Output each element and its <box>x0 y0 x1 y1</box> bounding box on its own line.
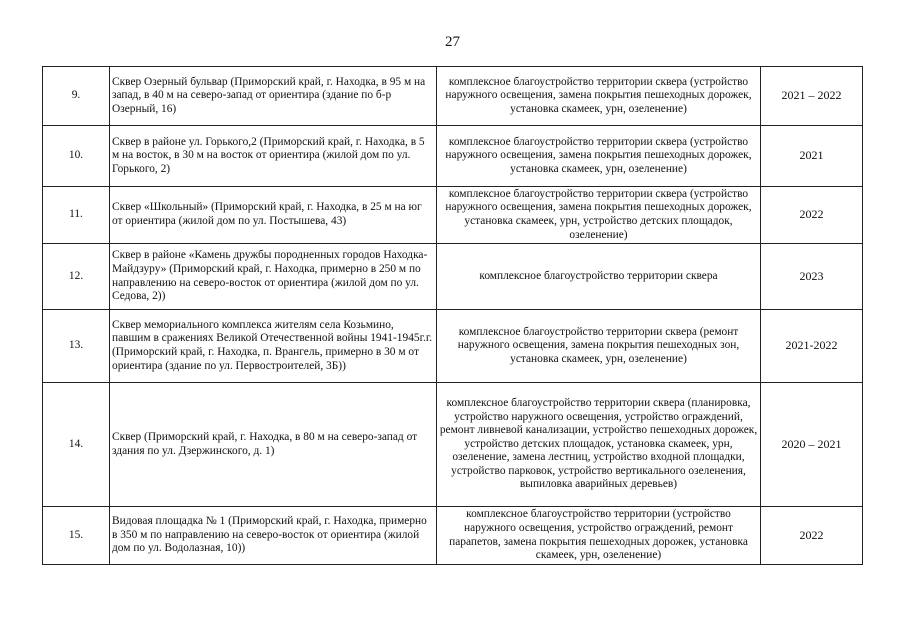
object-name: Сквер Озерный бульвар (Приморский край, г. Находка, в 95 м на запад, в 40 м на северо-запад от ориентира (здание по б-р Озерный, 16) <box>110 67 437 126</box>
row-number: 13. <box>43 310 110 383</box>
implementation-year: 2023 <box>761 244 863 310</box>
implementation-year: 2021 – 2022 <box>761 67 863 126</box>
improvement-table <box>42 66 863 565</box>
row-number: 14. <box>43 383 110 507</box>
table-row <box>43 383 863 507</box>
work-description: комплексное благоустройство территории сквера (планировка, устройство наружного освещения, устройство ограждений, ремонт ливневой канализации, устройство пешеходных дорожек, устройство детских площадок, установка скамеек, урн, озеленение, замена лестниц, устройство входной площадки, устройство парковок, устройство вертикального озеленения, выпиловка аварийных деревьев) <box>437 383 761 507</box>
work-description: комплексное благоустройство территории сквера (устройство наружного освещения, замена покрытия пешеходных дорожек, установка скамеек, урн, озеленение) <box>437 67 761 126</box>
table-row <box>43 244 863 310</box>
table-row <box>43 67 863 126</box>
table-row <box>43 310 863 383</box>
table-row <box>43 187 863 244</box>
object-name: Сквер мемориального комплекса жителям села Козьмино, павшим в сражениях Великой Отечественной войны 1941-1945г.г. (Приморский край, г. Находка, п. Врангель, примерно в 30 м от ориентира (здание по ул. Первостроителей, 3Б)) <box>110 310 437 383</box>
row-number: 9. <box>43 67 110 126</box>
object-name: Сквер (Приморский край, г. Находка, в 80 м на северо-запад от здания по ул. Дзержинского, д. 1) <box>110 383 437 507</box>
work-description: комплексное благоустройство территории сквера <box>437 244 761 310</box>
implementation-year: 2021-2022 <box>761 310 863 383</box>
work-description: комплексное благоустройство территории (устройство наружного освещения, устройство ограждений, ремонт парапетов, замена покрытия пешеходных дорожек, установка скамеек, урн, озеленение) <box>437 507 761 565</box>
page-number: 27 <box>445 34 460 50</box>
implementation-year: 2021 <box>761 126 863 187</box>
table-row <box>43 507 863 565</box>
implementation-year: 2020 – 2021 <box>761 383 863 507</box>
implementation-year: 2022 <box>761 507 863 565</box>
row-number: 12. <box>43 244 110 310</box>
object-name: Сквер в районе «Камень дружбы породненных городов Находка-Майдзуру» (Приморский край, г. Находка, примерно в 250 м по направлению на северо-восток от ориентира (жилой дом по ул. Седова, 2)) <box>110 244 437 310</box>
row-number: 10. <box>43 126 110 187</box>
object-name: Видовая площадка № 1 (Приморский край, г. Находка, примерно в 350 м по направлению на северо-восток от ориентира (жилой дом по ул. Водолазная, 10)) <box>110 507 437 565</box>
work-description: комплексное благоустройство территории сквера (устройство наружного освещения, замена покрытия пешеходных дорожек, установка скамеек, урн, озеленение) <box>437 126 761 187</box>
object-name: Сквер «Школьный» (Приморский край, г. Находка, в 25 м на юг от ориентира (жилой дом по ул. Постышева, 43) <box>110 187 437 244</box>
table-row <box>43 126 863 187</box>
object-name: Сквер в районе ул. Горького,2 (Приморский край, г. Находка, в 5 м на восток, в 30 м на восток от ориентира (жилой дом по ул. Горького, 2) <box>110 126 437 187</box>
row-number: 11. <box>43 187 110 244</box>
implementation-year: 2022 <box>761 187 863 244</box>
row-number: 15. <box>43 507 110 565</box>
work-description: комплексное благоустройство территории сквера (устройство наружного освещения, замена покрытия пешеходных дорожек, установка скамеек, урн, устройство детских площадок, озеленение) <box>437 187 761 244</box>
work-description: комплексное благоустройство территории сквера (ремонт наружного освещения, замена покрытия пешеходных зон, установка скамеек, урн, озеленение) <box>437 310 761 383</box>
